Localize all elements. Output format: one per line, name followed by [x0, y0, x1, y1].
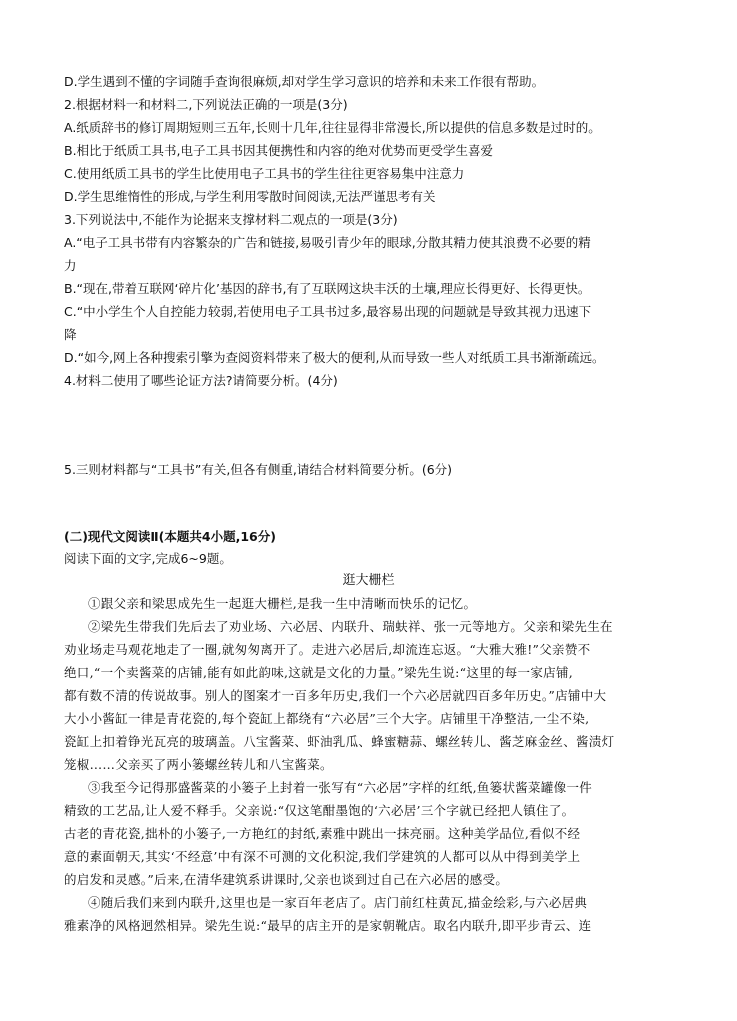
q3-option-d: D.“如今,网上各种搜索引擎为查阅资料带来了极大的便利,从而导致一些人对纸质工具书渐渐疏远。 [64, 350, 605, 365]
q2-option-d: D.学生思维惰性的形成,与学生利用零散时间阅读,无法严谨思考有关 [64, 189, 436, 204]
q3-option-c: C.“中小学生个人自控能力较弱,若使用电子工具书过多,最容易出现的问题就是导致其视力迅速下 [64, 304, 592, 319]
passage-line: 绝口,“一个卖酱菜的店铺,能有如此韵味,这就是文化的力量。”梁先生说:“这里的每一家店铺, [64, 665, 574, 680]
passage-line: ①跟父亲和梁思成先生一起逛大栅栏,是我一生中清晰而快乐的记忆。 [88, 596, 477, 611]
question-4: 4.材料二使用了哪些论证方法?请简要分析。(4分) [64, 373, 338, 388]
section-instruction: 阅读下面的文字,完成6~9题。 [64, 551, 232, 566]
passage-line: 劝业场走马观花地走了一圈,就匆匆离开了。走进六必居后,却流连忘返。“大雅大雅!”父亲赞不 [64, 642, 591, 657]
passage-line: 瓷缸上扣着铮光瓦亮的玻璃盖。八宝酱菜、虾油乳瓜、蜂蜜糖蒜、螺丝转儿、酱芝麻金丝、酱渍灯 [64, 734, 615, 749]
q3-option-b: B.“现在,带着互联网‘碎片化’基因的辞书,有了互联网这块丰沃的土壤,理应长得更好、长得更快。 [64, 281, 591, 296]
q2-option-c: C.使用纸质工具书的学生比使用电子工具书的学生往往更容易集中注意力 [64, 166, 465, 181]
passage-line: 意的素面朝天,其实‘不经意’中有深不可测的文化积淀,我们学建筑的人都可以从中得到美学上 [64, 849, 581, 864]
passage-title: 逛大栅栏 [342, 573, 395, 588]
question-5: 5.三则材料都与“工具书”有关,但各有侧重,请结合材料简要分析。(6分) [64, 462, 453, 477]
q2-option-b: B.相比于纸质工具书,电子工具书因其便携性和内容的绝对优势而更受学生喜爱 [64, 143, 494, 158]
q1-option-d: D.学生遇到不懂的字词随手查询很麻烦,却对学生学习意识的培养和未来工作很有帮助。 [64, 74, 545, 89]
passage-line: 雅素净的风格迥然相异。梁先生说:“最早的店主开的是家朝靴店。取名内联升,即平步青云、连 [64, 918, 592, 933]
passage-line: ③我至今记得那盛酱菜的小篓子上封着一张写有“六必居”字样的红纸,鱼篓状酱菜罐像一件 [88, 780, 593, 795]
question-2: 2.根据材料一和材料二,下列说法正确的一项是(3分) [64, 97, 348, 112]
passage-line: 大小小酱缸一律是青花瓷的,每个瓷缸上都绕有“六必居”三个大字。店铺里干净整洁,一尘不染, [64, 711, 590, 726]
passage-line: 的启发和灵感。”后来,在清华建筑系讲课时,父亲也谈到过自己在六必居的感受。 [64, 872, 509, 887]
q3-option-a: A.“电子工具书带有内容繁杂的广告和链接,易吸引青少年的眼球,分散其精力使其浪费不必要的精 [64, 235, 591, 250]
passage-line: 笼椒……父亲买了两小篓螺丝转儿和八宝酱菜。 [64, 757, 333, 772]
q2-option-a: A.纸质辞书的修订周期短则三五年,长则十几年,往往显得非常漫长,所以提供的信息多数是过时的。 [64, 120, 601, 135]
passage-line: ②梁先生带我们先后去了劝业场、六必居、内联升、瑞蚨祥、张一元等地方。父亲和梁先生在 [88, 619, 613, 634]
section-heading: (二)现代文阅读Ⅱ(本题共4小题,16分) [64, 529, 276, 544]
question-3: 3.下列说法中,不能作为论据来支撑材料二观点的一项是(3分) [64, 212, 398, 227]
passage-line: 都有数不清的传说故事。别人的图案才一百多年历史,我们一个六必居就四百多年历史。”店铺中大 [64, 688, 607, 703]
passage-line: ④随后我们来到内联升,这里也是一家百年老店了。店门前红柱黄瓦,描金绘彩,与六必居典 [88, 895, 588, 910]
q3-option-c-cont: 降 [64, 327, 77, 342]
q3-option-a-cont: 力 [64, 258, 77, 273]
passage-line: 精致的工艺品,让人爱不释手。父亲说:“仅这笔酣墨饱的‘六必居’三个字就已经把人镇住了。 [64, 803, 575, 818]
passage-line: 古老的青花瓷,拙朴的小篓子,一方艳红的封纸,素雅中跳出一抹亮丽。这种美学品位,看似不经 [64, 826, 581, 841]
